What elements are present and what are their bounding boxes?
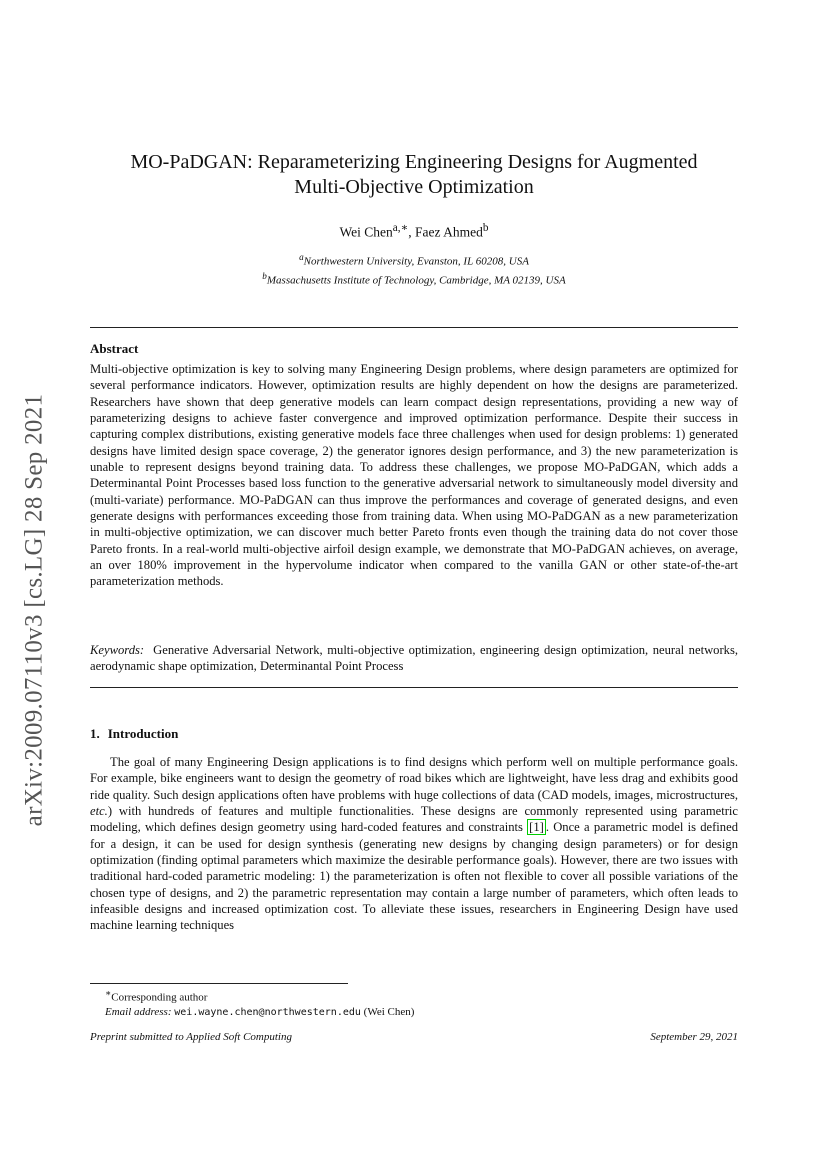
abstract-top-rule: [90, 327, 738, 328]
footnote-email-line: [105, 1005, 414, 1020]
intro-text-part-2: ) with hundreds of features and multiple functionalities. These designs are commonly represented using parametric modeling, which defines design geometry using hard-coded features and constraints: [90, 804, 738, 835]
section-heading-introduction: [90, 726, 178, 742]
affiliation-1-text: Northwestern University, Evanston, IL 60208, USA: [303, 255, 529, 268]
affiliation-2-text: Massachusetts Institute of Technology, Cambridge, MA 02139, USA: [266, 274, 566, 287]
title-line-1: MO-PaDGAN: Reparameterizing Engineering Designs for Augmented: [130, 151, 698, 173]
abstract-heading: Abstract: [90, 341, 139, 356]
paper-title: [90, 150, 738, 200]
abstract-text: Multi-objective optimization is key to solving many Engineering Design problems, where design parameters are optimized for several performance indicators. However, optimization results are highly dependent on how the designs are parameterized. Researchers have shown that deep generative models can learn compact design representations, providing a new way of parameterizing designs to achieve faster convergence and improved optimization performance. Despite their success in capturing complex distributions, existing generative models face three challenges when used for design problems: 1) generated designs have limited design space coverage, 2) the generator ignores design performance, and 3) the new parameterization is unable to represent designs beyond training data. To address these challenges, we propose MO-PaDGAN, which adds a Determinantal Point Processes based loss function to the generative adversarial network to simultaneously model diversity and (multi-variate) performance. MO-PaDGAN can thus improve the performances and coverage of generated designs, and even generate designs with performances exceeding those from training data. When using MO-PaDGAN as a new parameterization in multi-objective optimization, we can discover much better Pareto fronts even though the training data do not cover those Pareto fronts. In a real-world multi-objective airfoil design example, we demonstrate that MO-PaDGAN achieves, on average, an over 180% improvement in the hypervolume indicator when compared to the vanilla GAN or other state-of-the-art parameterization methods.: [90, 362, 738, 589]
author-1-marks: a,∗: [392, 222, 409, 234]
footer-date: September 29, 2021: [650, 1031, 738, 1043]
affiliation-1: [90, 250, 738, 269]
author-list: [90, 221, 738, 241]
arxiv-identifier: [4, 365, 64, 855]
section-number: 1.: [90, 726, 100, 741]
abstract-bottom-rule: [90, 687, 738, 688]
footer-preprint-note: Preprint submitted to Applied Soft Computing: [90, 1031, 292, 1043]
footnote: [105, 986, 414, 1020]
footnote-rule: [90, 983, 348, 984]
author-separator: ,: [408, 224, 415, 240]
intro-text-part-1: The goal of many Engineering Design applications is to find designs which perform well on multiple performance goals. For example, bike engineers want to design the geometry of road bikes which are lightweight, have less drag and exhibits good ride quality. Such design applications often have problems with huge collections of data (CAD models, images, microstructures,: [90, 755, 738, 802]
footnote-corresponding-text: Corresponding author: [111, 991, 208, 1004]
affiliation-1-mark: a: [299, 252, 304, 262]
keywords-label: Keywords:: [90, 643, 145, 657]
intro-etc: etc.: [90, 804, 108, 819]
affiliations: [90, 250, 738, 287]
section-title: Introduction: [107, 726, 179, 741]
title-line-2: Multi-Objective Optimization: [294, 176, 534, 198]
footnote-mark: ∗: [105, 988, 112, 998]
email-label: Email address:: [105, 1005, 172, 1018]
arxiv-identifier-text: arXiv:2009.07110v3 [cs.LG] 28 Sep 2021: [20, 393, 48, 827]
affiliation-2: [90, 269, 738, 288]
email-owner: (Wei Chen): [360, 1005, 415, 1018]
author-1: Wei Chen: [339, 224, 393, 240]
affiliation-2-mark: b: [262, 270, 267, 281]
citation-link[interactable]: [1]: [529, 820, 544, 835]
introduction-paragraph: [90, 754, 738, 934]
intro-text-part-3: . Once a parametric model is defined for a design, it can be used for design synthesis (generating new designs by changing design parameters) or for design optimization (finding optimal parameters which maximize the desirable performance goals). However, there are two issues with traditional hard-coded parametric modeling: 1) the parameterization is often not flexible to cover all possible variations of the chosen type of designs, and 2) the parametric representation may contain a large number of parameters, which often leads to infeasible designs and increased optimization cost. To alleviate these issues, researchers in Engineering Design have used machine learning techniques: [90, 820, 738, 933]
author-2: Faez Ahmed: [415, 224, 483, 240]
email-address[interactable]: wei.wayne.chen@northwestern.edu: [174, 1006, 361, 1018]
keywords-text: Generative Adversarial Network, multi-objective optimization, engineering design optimization, neural networks, aerodynamic shape optimization, Determinantal Point Process: [90, 643, 739, 674]
author-2-marks: b: [482, 222, 489, 234]
footnote-corresponding: [105, 986, 414, 1005]
keywords: [90, 642, 738, 675]
